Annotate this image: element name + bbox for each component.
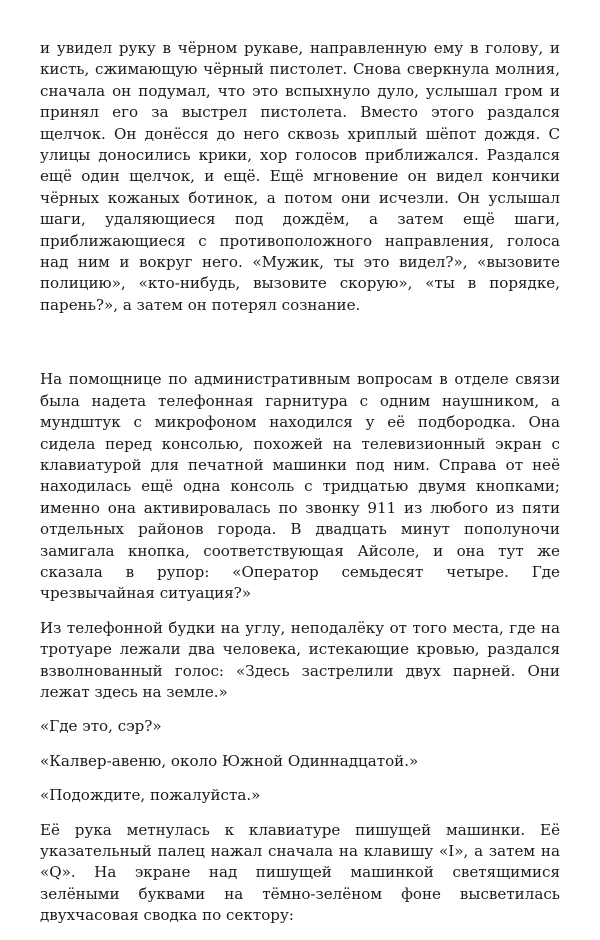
section-break (40, 316, 560, 369)
paragraph-6: «Подождите, пожалуйста.» (40, 786, 261, 805)
paragraph-3: Из телефонной будки на углу, неподалёку от того места, где на тротуаре лежали два человека, истекающие кровью, раздался взволнованный голос: «Здесь застрелили двух парней. Они лежат здесь на земле.» (40, 618, 560, 701)
paragraph-7: Её рука метнулась к клавиатуре пишущей машинки. Её указательный палец нажал сначала на клавишу «I», а затем на «Q». На экране над пишущей машинкой светящимися зелёными буквами на тёмно-зелёном фоне высветилась двухчасовая сводка по сектору: (40, 820, 560, 925)
document-page (40, 38, 560, 940)
paragraph-5: «Калвер-авеню, около Южной Одиннадцатой.» (40, 751, 419, 770)
paragraph-4: «Где это, сэр?» (40, 717, 162, 736)
paragraph-1: и увидел руку в чёрном рукаве, направленную ему в голову, и кисть, сжимающую чёрный пистолет. Снова сверкнула молния, сначала он подумал, что это вспыхнуло дуло, услышал гром и принял его за выстрел пистолета. Вместо этого раздался щелчок. Он донёсся до него сквозь хриплый шёпот дождя. С улицы доносились крики, хор голосов приближался. Раздался ещё один щелчок, и ещё. Ещё мгновение он видел кончики чёрных кожаных ботинок, а потом они исчезли. Он услышал шаги, удаляющиеся под дождём, а затем ещё шаги, приближающиеся с противоположного направления, голоса над ним и вокруг него. «Мужик, ты это видел?», «вызовите полицию», «кто-нибудь, вызовите скорую», «ты в порядке, парень?», а затем он потерял сознание. (40, 39, 560, 314)
paragraph-2: На помощнице по административным вопросам в отделе связи была надета телефонная гарнитура с одним наушником, а мундштук с микрофоном находился у её подбородка. Она сидела перед консолью, похожей на телевизионный экран с клавиатурой для печатной машинки под ним. Справа от неё находилась ещё одна консоль с тридцатью двумя кнопками; именно она активировалась по звонку 911 из любого из пяти отдельных районов города. В двадцать минут пополуночи замигала кнопка, соответствующая Айсоле, и она тут же сказала в рупор: «Оператор семьдесят четыре. Где чрезвычайная ситуация?» (40, 370, 560, 603)
